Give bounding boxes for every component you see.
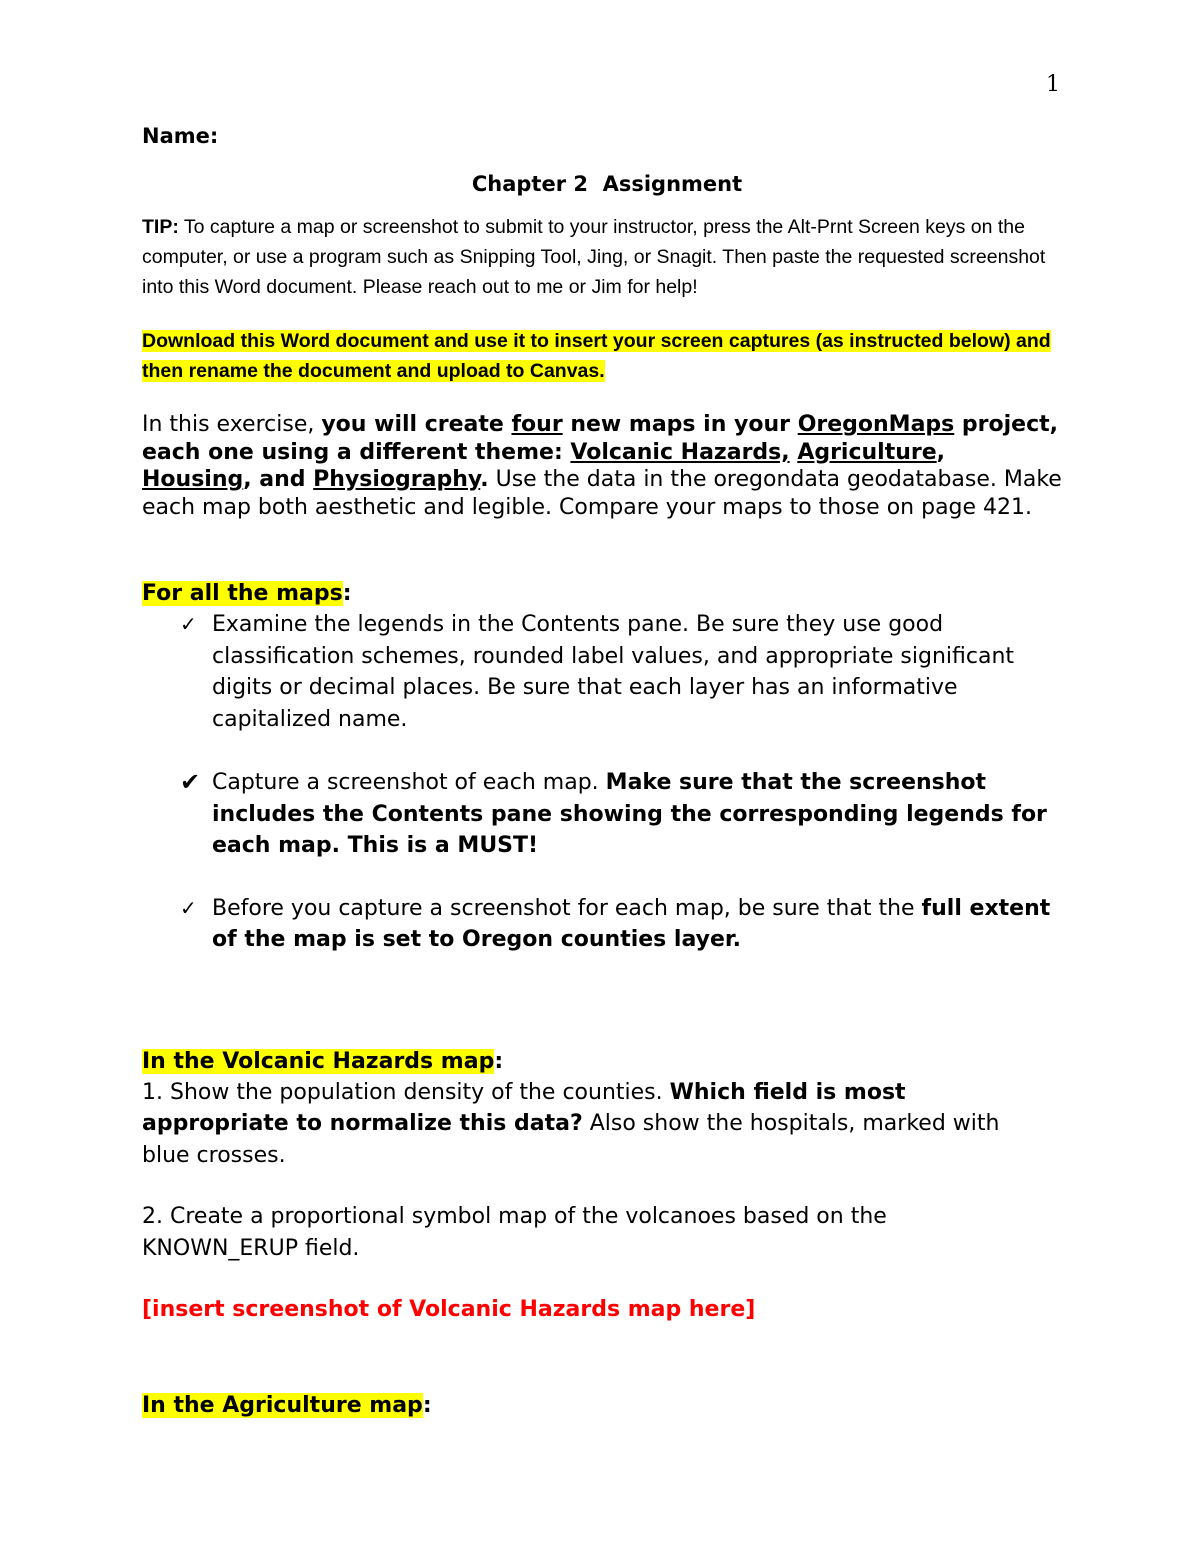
- theme-agriculture: Agriculture: [797, 439, 937, 465]
- for-all-maps-heading: [142, 578, 1072, 609]
- intro-bold: new maps in your: [562, 412, 798, 437]
- volcanic-hazards-heading: [142, 1046, 1072, 1077]
- checklist-item-legends: [142, 609, 1072, 735]
- heading-colon: :: [342, 581, 352, 606]
- tip-paragraph: [142, 212, 1062, 302]
- volcanic-hazards-label: In the Volcanic Hazards map: [142, 1048, 495, 1074]
- theme-housing: Housing: [142, 467, 244, 492]
- requirements-checklist: [142, 609, 1072, 956]
- checkmark-icon: ✓: [180, 895, 197, 920]
- intro-bold: project, each one using a different theme:: [142, 412, 1059, 465]
- tip-label: TIP:: [142, 216, 179, 238]
- intro-bold: , and: [243, 467, 314, 492]
- agriculture-heading: [142, 1390, 1072, 1421]
- checklist-item-screenshot: [142, 767, 1072, 862]
- intro-bold: .: [480, 467, 489, 492]
- download-note: Download this Word document and use it to insert your screen captures (as instructed below) and then rename the document and upload to Canvas.: [142, 330, 1051, 382]
- document-body: [142, 124, 1072, 1421]
- checklist-item-emphasis: full extent of the map is set to Oregon counties layer.: [212, 895, 1051, 952]
- step-text: 1. Show the population density of the counties.: [142, 1079, 670, 1105]
- checklist-item-text: Examine the legends in the Contents pane. Be sure they use good classification schemes, rounded label values, and appropriate significant digits or decimal places. Be sure that each layer has an informative capitalized name.: [212, 612, 1015, 732]
- checkmark-icon: ✔: [180, 768, 201, 796]
- step-question: Which field is most appropriate to normalize this data?: [142, 1079, 906, 1136]
- intro-text: In this exercise,: [142, 412, 322, 437]
- chapter-title: Chapter 2 Assignment: [471, 172, 743, 196]
- theme-physiography: Physiography: [313, 467, 481, 492]
- intro-bold: you will create: [321, 412, 512, 437]
- theme-volcanic-hazards: Volcanic Hazards,: [570, 439, 790, 465]
- step-text: Also show the hospitals, marked with blue crosses.: [142, 1111, 1000, 1168]
- name-label: Name:: [142, 124, 219, 148]
- checklist-item-emphasis: Make sure that the screenshot includes the Contents pane showing the corresponding legends for each map. This is a MUST!: [212, 770, 1047, 858]
- checklist-item-extent: [142, 893, 1072, 956]
- intro-paragraph: [142, 411, 1062, 521]
- intro-bold: ,: [936, 439, 946, 465]
- intro-text: Use the data in the oregondata geodatabase. Make each map both aesthetic and legible. Compare your maps to those on page 421.: [142, 467, 1062, 520]
- agriculture-label: In the Agriculture map: [142, 1393, 423, 1418]
- checklist-item-text: Before you capture a screenshot for each map, be sure that the: [212, 895, 922, 921]
- heading-colon: :: [422, 1393, 432, 1418]
- page-number: 1: [1046, 72, 1060, 97]
- checklist-item-text: Capture a screenshot of each map.: [212, 770, 606, 795]
- intro-project-name: OregonMaps: [797, 412, 955, 437]
- for-all-maps-label: For all the maps: [142, 581, 343, 606]
- heading-colon: :: [494, 1048, 504, 1074]
- download-instructions: [142, 326, 1062, 386]
- volcanic-step-2: 2. Create a proportional symbol map of the volcanoes based on the KNOWN_ERUP field.: [142, 1204, 887, 1261]
- checkmark-icon: ✓: [180, 612, 197, 636]
- volcanic-step-1: [142, 1077, 1042, 1172]
- insert-screenshot-placeholder: [insert screenshot of Volcanic Hazards map here]: [142, 1297, 756, 1322]
- intro-four: four: [511, 412, 563, 437]
- tip-text: To capture a map or screenshot to submit to your instructor, press the Alt-Prnt Screen keys on the computer, or use a program such as Snipping Tool, Jing, or Snagit. Then paste the requested screenshot into this Word document. Please reach out to me or Jim for help!: [142, 216, 1046, 298]
